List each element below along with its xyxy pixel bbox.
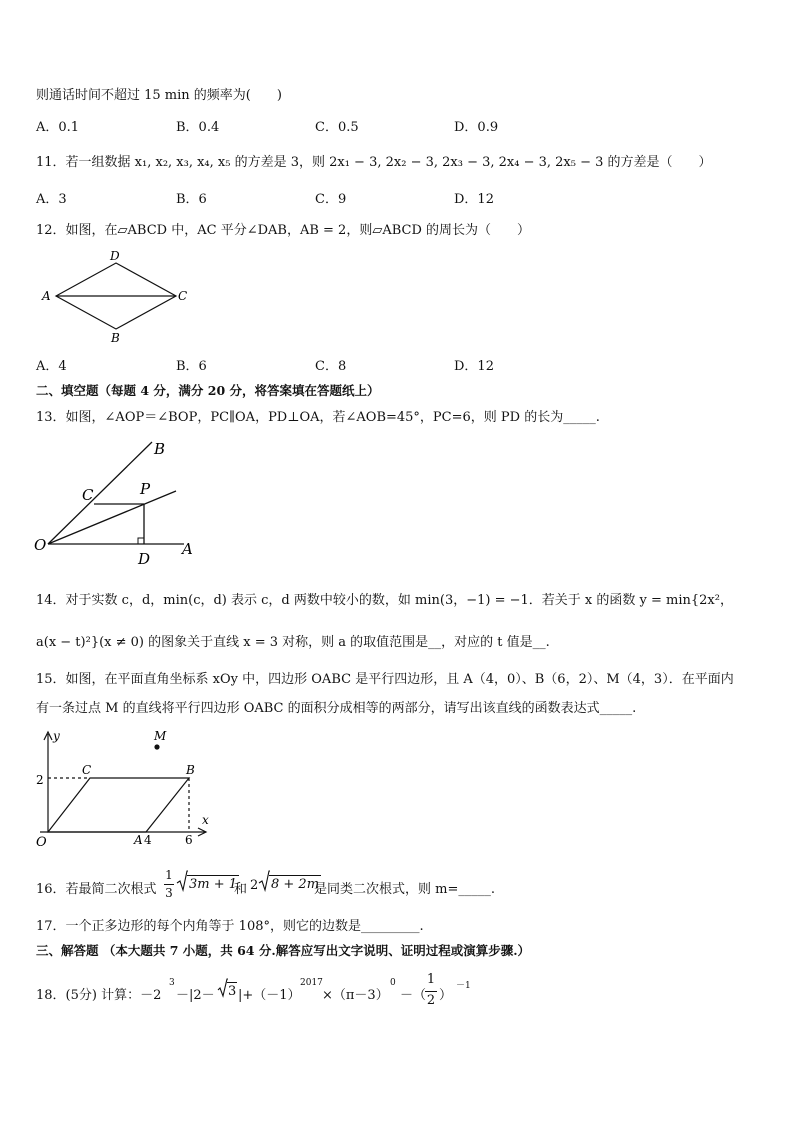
q16-frac-num: 1: [165, 868, 173, 882]
q18-part4: ×（π－3）: [322, 988, 389, 1003]
q13-ray-ob: [48, 442, 152, 544]
q15-tick-6: 6: [185, 833, 193, 847]
q12-label-b: B: [111, 331, 120, 345]
q11-option-c[interactable]: C．9: [315, 192, 347, 207]
q18-frac-den: 2: [426, 993, 436, 1008]
q13-ray-op: [48, 491, 176, 544]
q16-frac-bar: [164, 884, 174, 885]
q15-label-b: B: [186, 763, 195, 777]
q15-tick-4: 4: [144, 833, 152, 847]
q12-option-a[interactable]: A．4: [36, 359, 67, 374]
q10-option-d[interactable]: D．0.9: [454, 120, 499, 135]
q11-options: [36, 188, 636, 207]
q13-label-b: B: [154, 440, 166, 458]
q10-stem: 则通话时间不超过 15 min 的频率为( ): [36, 88, 282, 103]
q18-part6: ）: [439, 988, 453, 1003]
q15-coordinate-figure: [34, 728, 224, 852]
q18-part3: |+（－1）: [238, 988, 301, 1003]
q18-frac-bar: [425, 991, 437, 992]
q14-line1: 14．对于实数 c，d，min(c，d) 表示 c，d 两数中较小的数，如 min(3，−1) = −1．若关于 x 的函数 y = min{2x²，: [36, 593, 733, 608]
q11-option-b[interactable]: B．6: [176, 192, 207, 207]
q11-option-d[interactable]: D．12: [454, 192, 494, 207]
q12-label-d: D: [110, 249, 120, 263]
section2-title: 二、填空题（每题 4 分，满分 20 分，将答案填在答题纸上）: [36, 383, 380, 398]
q11-stem: 11．若一组数据 x₁, x₂, x₃, x₄, x₅ 的方差是 3，则 2x₁ − 3, 2x₂ − 3, 2x₃ − 3, 2x₄ − 3, 2x₅ − 3 的方差是（ ）: [36, 155, 712, 170]
q12-label-c: C: [178, 289, 188, 303]
q13-label-d: D: [138, 550, 151, 568]
q18-frac-num: 1: [426, 972, 436, 987]
q10-option-b[interactable]: B．0.4: [176, 120, 220, 135]
q15-point-m: [154, 744, 159, 749]
q10-option-a[interactable]: A．0.1: [36, 120, 80, 135]
q12-option-b[interactable]: B．6: [176, 359, 207, 374]
q18-part5: －（: [400, 988, 427, 1003]
q16-radicand-2: 8 + 2m: [271, 877, 320, 892]
q15-tick-2: 2: [36, 773, 44, 787]
q13-right-angle-mark: [138, 538, 144, 544]
q12-options: [36, 355, 636, 374]
q15-line2: 有一条过点 M 的直线将平行四边形 OABC 的面积分成相等的两部分，请写出该直线的函数表达式_____.: [36, 701, 637, 716]
q12-stem: 12．如图，在▱ABCD 中，AC 平分∠DAB，AB = 2，则▱ABCD 的周长为（ ）: [36, 223, 531, 238]
q18-prefix: 18．(5分) 计算：－2: [36, 988, 162, 1003]
q10-options: [36, 116, 636, 135]
q15-line1: 15．如图，在平面直角坐标系 xOy 中，四边形 OABC 是平行四边形，且 A（4，0）、B（6，2）、M（4，3）．在平面内: [36, 672, 734, 687]
q13-stem: 13．如图，∠AOP＝∠BOP，PC∥OA，PD⊥OA，若∠AOB=45°，PC=6，则 PD 的长为_____.: [36, 410, 600, 425]
q18-exp-cube: 3: [169, 978, 175, 988]
q12-option-d[interactable]: D．12: [454, 359, 494, 374]
q18-exp-zero: 0: [390, 978, 396, 988]
q12-parallelogram-figure: [40, 246, 200, 348]
q16-frac-den: 3: [165, 886, 173, 900]
q15-label-c: C: [82, 763, 92, 777]
q10-option-c[interactable]: C．0.5: [315, 120, 359, 135]
q13-label-c: C: [82, 486, 94, 504]
q15-label-a: A: [134, 833, 143, 847]
q16-radicand-1: 3m + 1: [189, 877, 238, 892]
q18-exp-2017: 2017: [300, 978, 323, 988]
q13-label-p: P: [140, 480, 151, 498]
q13-angle-figure: [34, 434, 204, 570]
q12-label-a: A: [42, 289, 51, 303]
section3-title: 三、解答题 （本大题共 7 小题，共 64 分.解答应写出文字说明、证明过程或演算步骤.）: [36, 943, 531, 958]
q16-mid: 和: [234, 882, 248, 897]
q18-part2: －|2－: [176, 988, 215, 1003]
q14-line2: a(x − t)²}(x ≠ 0) 的图象关于直线 x = 3 对称，则 a 的取值范围是__，对应的 t 值是__.: [36, 635, 550, 650]
q18-radicand: 3: [228, 984, 237, 999]
q15-parallelogram-oabc: [48, 778, 189, 832]
q13-label-a: A: [182, 540, 193, 558]
q15-label-m: M: [154, 729, 167, 743]
q16-suffix: 是同类二次根式，则 m=_____.: [314, 882, 495, 897]
q11-option-a[interactable]: A．3: [36, 192, 67, 207]
q17-stem: 17．一个正多边形的每个内角等于 108°，则它的边数是_________.: [36, 919, 424, 934]
q12-option-c[interactable]: C．8: [315, 359, 347, 374]
q15-label-x: x: [202, 813, 209, 827]
q18-exp-neg1: －1: [456, 981, 471, 991]
q15-label-y: y: [53, 729, 60, 743]
q13-label-o: O: [34, 536, 47, 554]
q16-prefix: 16．若最简二次根式: [36, 882, 157, 897]
q16-coef2: 2: [250, 878, 259, 893]
q15-label-o: O: [36, 835, 47, 850]
